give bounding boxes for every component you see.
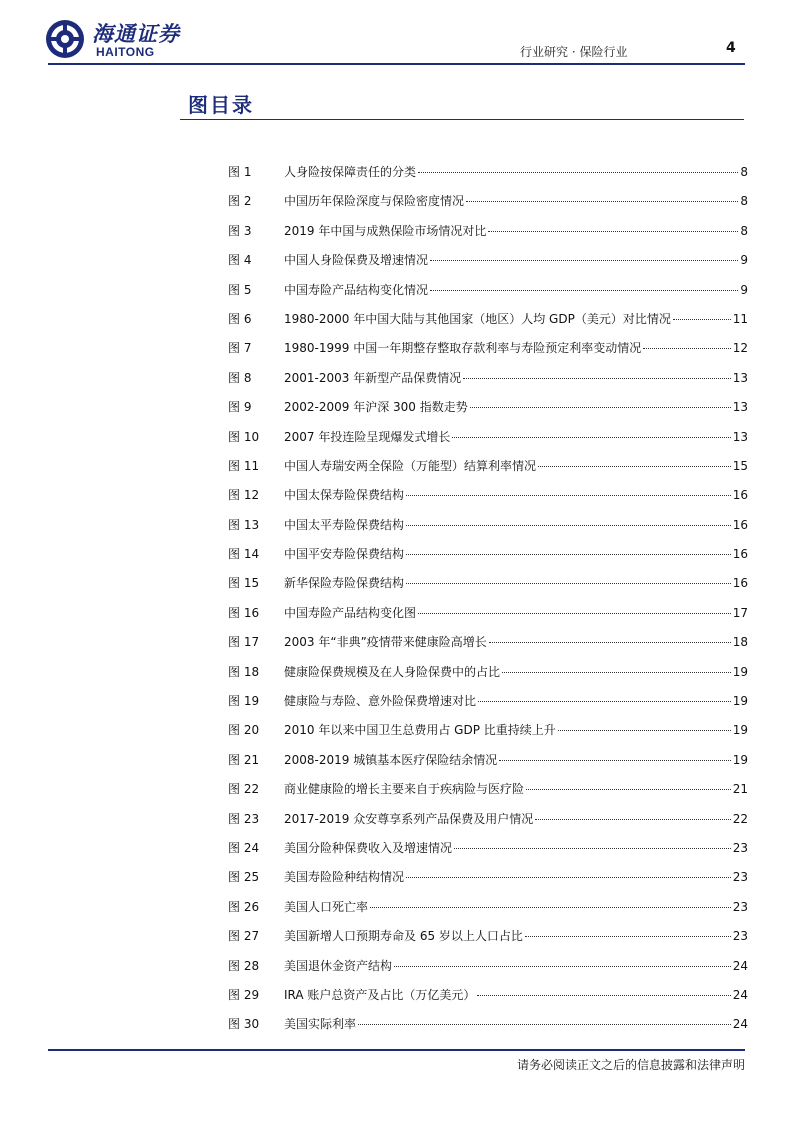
toc-figure-label: 图 30 bbox=[228, 1017, 260, 1032]
toc-page-number: 19 bbox=[732, 752, 748, 767]
toc-figure-title: 美国新增人口预期寿命及 65 岁以上人口占比 bbox=[284, 929, 523, 944]
toc-page-number: 16 bbox=[732, 517, 748, 532]
toc-figure-title: 美国退休金资产结构 bbox=[284, 958, 393, 973]
toc-entry[interactable] bbox=[228, 630, 748, 659]
toc-entry[interactable] bbox=[228, 777, 748, 806]
toc-dot-leader bbox=[466, 201, 738, 202]
toc-page-number: 8 bbox=[740, 194, 748, 209]
toc-figure-title: 2017-2019 众安尊享系列产品保费及用户情况 bbox=[284, 811, 534, 826]
toc-dot-leader bbox=[406, 583, 731, 584]
toc-figure-title: IRA 账户总资产及占比（万亿美元） bbox=[284, 987, 476, 1002]
toc-dot-leader bbox=[370, 907, 731, 908]
toc-dot-leader bbox=[418, 613, 731, 614]
toc-page-number: 22 bbox=[732, 811, 748, 826]
toc-entry[interactable] bbox=[228, 807, 748, 836]
toc-dot-leader bbox=[558, 730, 731, 731]
toc-figure-label: 图 10 bbox=[228, 429, 260, 444]
toc-figure-label: 图 24 bbox=[228, 840, 260, 855]
toc-figure-label: 图 27 bbox=[228, 929, 260, 944]
toc-figure-label: 图 4 bbox=[228, 253, 252, 268]
toc-dot-leader bbox=[499, 760, 730, 761]
toc-figure-label: 图 14 bbox=[228, 547, 260, 562]
toc-figure-title: 1980-2000 年中国大陆与其他国家（地区）人均 GDP（美元）对比情况 bbox=[284, 311, 671, 326]
toc-dot-leader bbox=[358, 1024, 731, 1025]
toc-page-number: 24 bbox=[732, 987, 748, 1002]
toc-figure-label: 图 25 bbox=[228, 870, 260, 885]
toc-entry[interactable] bbox=[228, 278, 748, 307]
toc-dot-leader bbox=[430, 260, 738, 261]
toc-page-number: 19 bbox=[732, 694, 748, 709]
toc-figure-title: 中国历年保险深度与保险密度情况 bbox=[284, 194, 465, 209]
toc-page-number: 23 bbox=[732, 870, 748, 885]
header-divider bbox=[48, 63, 745, 65]
toc-page-number: 13 bbox=[732, 370, 748, 385]
toc-figure-label: 图 26 bbox=[228, 899, 260, 914]
toc-figure-label: 图 11 bbox=[228, 458, 260, 473]
toc-page-number: 24 bbox=[732, 1017, 748, 1032]
toc-dot-leader bbox=[643, 348, 730, 349]
toc-figure-label: 图 16 bbox=[228, 605, 260, 620]
toc-entry[interactable] bbox=[228, 748, 748, 777]
toc-entry[interactable] bbox=[228, 366, 748, 395]
toc-page-number: 23 bbox=[732, 929, 748, 944]
toc-entry[interactable] bbox=[228, 1012, 748, 1041]
toc-entry[interactable] bbox=[228, 160, 748, 189]
toc-figure-title: 中国人寿瑞安两全保险（万能型）结算利率情况 bbox=[284, 458, 537, 473]
toc-figure-title: 中国太保寿险保费结构 bbox=[284, 488, 405, 503]
toc-entry[interactable] bbox=[228, 836, 748, 865]
toc-entry[interactable] bbox=[228, 189, 748, 218]
toc-figure-label: 图 21 bbox=[228, 752, 260, 767]
toc-figure-label: 图 13 bbox=[228, 517, 260, 532]
toc-dot-leader bbox=[526, 789, 731, 790]
toc-figure-label: 图 22 bbox=[228, 782, 260, 797]
toc-page-number: 16 bbox=[732, 576, 748, 591]
toc-dot-leader bbox=[535, 819, 730, 820]
toc-figure-title: 美国实际利率 bbox=[284, 1017, 357, 1032]
toc-figure-title: 2002-2009 年沪深 300 指数走势 bbox=[284, 400, 468, 415]
toc-figure-label: 图 1 bbox=[228, 165, 252, 179]
toc-page-number: 18 bbox=[732, 635, 748, 650]
toc-figure-label: 图 28 bbox=[228, 958, 260, 973]
toc-page-number: 21 bbox=[732, 782, 748, 797]
toc-figure-label: 图 12 bbox=[228, 488, 260, 503]
toc-dot-leader bbox=[430, 290, 738, 291]
toc-dot-leader bbox=[452, 437, 730, 438]
toc-entry[interactable] bbox=[228, 395, 748, 424]
toc-page-number: 11 bbox=[732, 311, 748, 326]
toc-page-number: 23 bbox=[732, 840, 748, 855]
toc-page-number: 23 bbox=[732, 899, 748, 914]
toc-entry[interactable] bbox=[228, 924, 748, 953]
toc-figure-title: 2010 年以来中国卫生总费用占 GDP 比重持续上升 bbox=[284, 723, 556, 738]
toc-figure-title: 2008-2019 城镇基本医疗保险结余情况 bbox=[284, 752, 498, 767]
toc-page-number: 16 bbox=[732, 488, 748, 503]
toc-entry[interactable] bbox=[228, 954, 748, 983]
toc-dot-leader bbox=[418, 172, 738, 173]
toc-figure-title: 中国人身险保费及增速情况 bbox=[284, 253, 429, 268]
toc-dot-leader bbox=[477, 995, 730, 996]
toc-figure-title: 中国寿险产品结构变化图 bbox=[284, 605, 417, 620]
toc-figure-title: 中国太平寿险保费结构 bbox=[284, 517, 405, 532]
toc-entry[interactable] bbox=[228, 601, 748, 630]
figure-toc-list bbox=[228, 160, 748, 1042]
toc-figure-label: 图 18 bbox=[228, 664, 260, 679]
toc-entry[interactable] bbox=[228, 248, 748, 277]
toc-figure-title: 1980-1999 中国一年期整存整取存款利率与寿险预定利率变动情况 bbox=[284, 341, 642, 356]
toc-figure-title: 中国寿险产品结构变化情况 bbox=[284, 282, 429, 297]
page-number: 4 bbox=[726, 40, 736, 56]
toc-figure-title: 2007 年投连险呈现爆发式增长 bbox=[284, 429, 451, 444]
toc-figure-label: 图 29 bbox=[228, 987, 260, 1002]
title-divider bbox=[180, 119, 744, 120]
toc-figure-title: 2003 年“非典”疫情带来健康险高增长 bbox=[284, 635, 487, 650]
toc-figure-label: 图 9 bbox=[228, 400, 252, 415]
toc-entry[interactable] bbox=[228, 219, 748, 248]
toc-figure-label: 图 17 bbox=[228, 635, 260, 650]
toc-entry[interactable] bbox=[228, 660, 748, 689]
toc-dot-leader bbox=[525, 936, 731, 937]
toc-page-number: 24 bbox=[732, 958, 748, 973]
toc-entry[interactable] bbox=[228, 425, 748, 454]
toc-dot-leader bbox=[394, 966, 731, 967]
toc-figure-title: 美国分险种保费收入及增速情况 bbox=[284, 840, 453, 855]
toc-dot-leader bbox=[454, 848, 731, 849]
toc-entry[interactable] bbox=[228, 307, 748, 336]
toc-dot-leader bbox=[406, 877, 731, 878]
toc-dot-leader bbox=[489, 642, 731, 643]
toc-figure-title: 2001-2003 年新型产品保费情况 bbox=[284, 370, 462, 385]
toc-figure-label: 图 2 bbox=[228, 194, 252, 209]
toc-figure-label: 图 6 bbox=[228, 311, 252, 326]
toc-page-number: 13 bbox=[732, 400, 748, 415]
toc-entry[interactable] bbox=[228, 718, 748, 747]
toc-figure-title: 美国寿险险种结构情况 bbox=[284, 870, 405, 885]
toc-dot-leader bbox=[470, 407, 731, 408]
footer-disclaimer: 请务必阅读正文之后的信息披露和法律声明 bbox=[516, 1058, 745, 1072]
toc-figure-label: 图 8 bbox=[228, 370, 252, 385]
toc-dot-leader bbox=[538, 466, 731, 467]
toc-entry[interactable] bbox=[228, 513, 748, 542]
toc-figure-title: 商业健康险的增长主要来自于疾病险与医疗险 bbox=[284, 782, 525, 797]
toc-dot-leader bbox=[406, 554, 731, 555]
toc-page-number: 17 bbox=[732, 605, 748, 620]
header-category: 行业研究 · 保险行业 bbox=[520, 45, 628, 59]
toc-dot-leader bbox=[478, 701, 731, 702]
footer-divider bbox=[48, 1049, 745, 1051]
toc-entry[interactable] bbox=[228, 571, 748, 600]
toc-figure-title: 健康险保费规模及在人身险保费中的占比 bbox=[284, 664, 501, 679]
toc-page-number: 8 bbox=[740, 223, 748, 238]
toc-figure-label: 图 7 bbox=[228, 341, 252, 356]
toc-dot-leader bbox=[502, 672, 731, 673]
toc-figure-title: 美国人口死亡率 bbox=[284, 899, 369, 914]
toc-figure-label: 图 19 bbox=[228, 694, 260, 709]
toc-page-number: 16 bbox=[732, 547, 748, 562]
toc-page-number: 15 bbox=[732, 458, 748, 473]
logo-chinese-name: 海通证券 bbox=[92, 21, 180, 46]
toc-page-number: 9 bbox=[740, 253, 748, 268]
toc-entry[interactable] bbox=[228, 865, 748, 894]
toc-entry[interactable] bbox=[228, 336, 748, 365]
toc-entry[interactable] bbox=[228, 542, 748, 571]
toc-dot-leader bbox=[488, 231, 738, 232]
toc-page-number: 13 bbox=[732, 429, 748, 444]
logo-english-name: HAITONG bbox=[96, 45, 155, 59]
toc-page-number: 12 bbox=[732, 341, 748, 356]
toc-entry[interactable] bbox=[228, 689, 748, 718]
toc-dot-leader bbox=[673, 319, 731, 320]
toc-entry[interactable] bbox=[228, 895, 748, 924]
toc-figure-title: 2019 年中国与成熟保险市场情况对比 bbox=[284, 223, 487, 238]
company-logo bbox=[44, 18, 194, 64]
toc-page-number: 9 bbox=[740, 282, 748, 297]
toc-page-number: 19 bbox=[732, 664, 748, 679]
toc-figure-label: 图 5 bbox=[228, 282, 252, 297]
page-title: 图目录 bbox=[188, 93, 254, 117]
toc-dot-leader bbox=[463, 378, 730, 379]
toc-figure-title: 健康险与寿险、意外险保费增速对比 bbox=[284, 694, 477, 709]
toc-page-number: 19 bbox=[732, 723, 748, 738]
haitong-logo-icon bbox=[44, 18, 86, 60]
toc-figure-label: 图 15 bbox=[228, 576, 260, 591]
toc-dot-leader bbox=[406, 525, 731, 526]
toc-entry[interactable] bbox=[228, 983, 748, 1012]
toc-page-number: 8 bbox=[740, 165, 748, 179]
toc-entry[interactable] bbox=[228, 483, 748, 512]
toc-figure-label: 图 20 bbox=[228, 723, 260, 738]
toc-figure-title: 人身险按保障责任的分类 bbox=[284, 165, 417, 179]
toc-figure-label: 图 23 bbox=[228, 811, 260, 826]
toc-figure-label: 图 3 bbox=[228, 223, 252, 238]
toc-figure-title: 中国平安寿险保费结构 bbox=[284, 547, 405, 562]
toc-dot-leader bbox=[406, 495, 731, 496]
toc-entry[interactable] bbox=[228, 454, 748, 483]
toc-figure-title: 新华保险寿险保费结构 bbox=[284, 576, 405, 591]
